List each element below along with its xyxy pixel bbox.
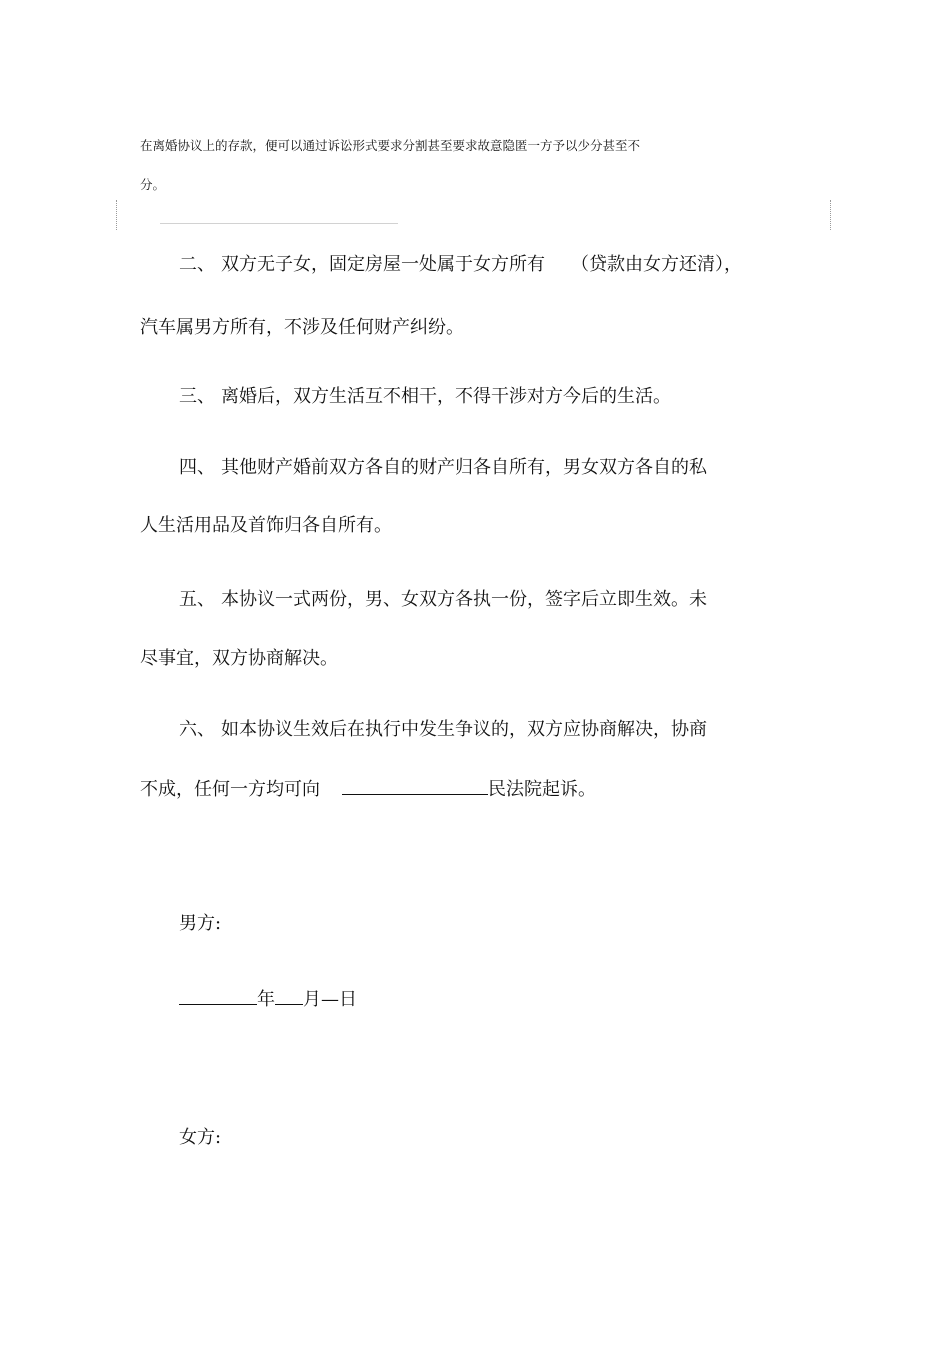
clause-5-text: 本协议一式两份，男、女双方各执一份，签字后立即生效。未 bbox=[221, 589, 707, 610]
clause-3-number: 三、 bbox=[179, 386, 215, 407]
left-margin-marker bbox=[116, 200, 117, 230]
fragment-line-2: 分。 bbox=[140, 177, 166, 192]
month-label: 月 bbox=[303, 989, 321, 1010]
clause-6-line-1 bbox=[179, 715, 707, 741]
clause-2-number: 二、 bbox=[179, 254, 215, 275]
year-blank[interactable] bbox=[179, 989, 257, 1005]
clause-6-text: 如本协议生效后在执行中发生争议的，双方应协商解决，协商 bbox=[221, 719, 707, 740]
right-margin-marker bbox=[830, 200, 831, 230]
clause-4-line-2: 人生活用品及首饰归各自所有。 bbox=[140, 515, 392, 536]
fragment-line-1: 在离婚协议上的存款，便可以通过诉讼形式要求分割甚至要求故意隐匿一方予以少分甚至不 bbox=[140, 138, 641, 153]
clause-5-line-2: 尽事宜，双方协商解决。 bbox=[140, 648, 338, 669]
day-dash: — bbox=[321, 989, 339, 1010]
clause-6-text-start: 不成，任何一方均可向 bbox=[140, 779, 320, 800]
male-date-line bbox=[179, 985, 357, 1011]
clause-2-line-2: 汽车属男方所有，不涉及任何财产纠纷。 bbox=[140, 317, 464, 338]
clause-6-line-2 bbox=[140, 775, 596, 801]
clause-4-text: 其他财产婚前双方各自的财产归各自所有，男女双方各自的私 bbox=[221, 457, 707, 478]
month-blank[interactable] bbox=[275, 989, 303, 1005]
female-party-label: 女方: bbox=[179, 1127, 222, 1148]
clause-2-text-part2: （贷款由女方还清）， bbox=[571, 254, 742, 275]
day-label: 日 bbox=[339, 989, 357, 1010]
page-separator-line bbox=[160, 223, 398, 224]
clause-5-line-1 bbox=[179, 585, 707, 611]
clause-4-line-1 bbox=[179, 453, 707, 479]
male-party-label: 男方: bbox=[179, 913, 222, 934]
clause-4-number: 四、 bbox=[179, 457, 215, 478]
clause-3-line-1 bbox=[179, 382, 671, 408]
year-label: 年 bbox=[257, 989, 275, 1010]
clause-5-number: 五、 bbox=[179, 589, 215, 610]
clause-6-number: 六、 bbox=[179, 719, 215, 740]
clause-6-text-end: 民法院起诉。 bbox=[488, 779, 596, 800]
clause-3-text: 离婚后，双方生活互不相干，不得干涉对方今后的生活。 bbox=[221, 386, 671, 407]
court-name-blank[interactable] bbox=[342, 779, 488, 795]
clause-2-line-1 bbox=[179, 250, 742, 276]
clause-2-text-part1: 双方无子女，固定房屋一处属于女方所有 bbox=[221, 254, 545, 275]
